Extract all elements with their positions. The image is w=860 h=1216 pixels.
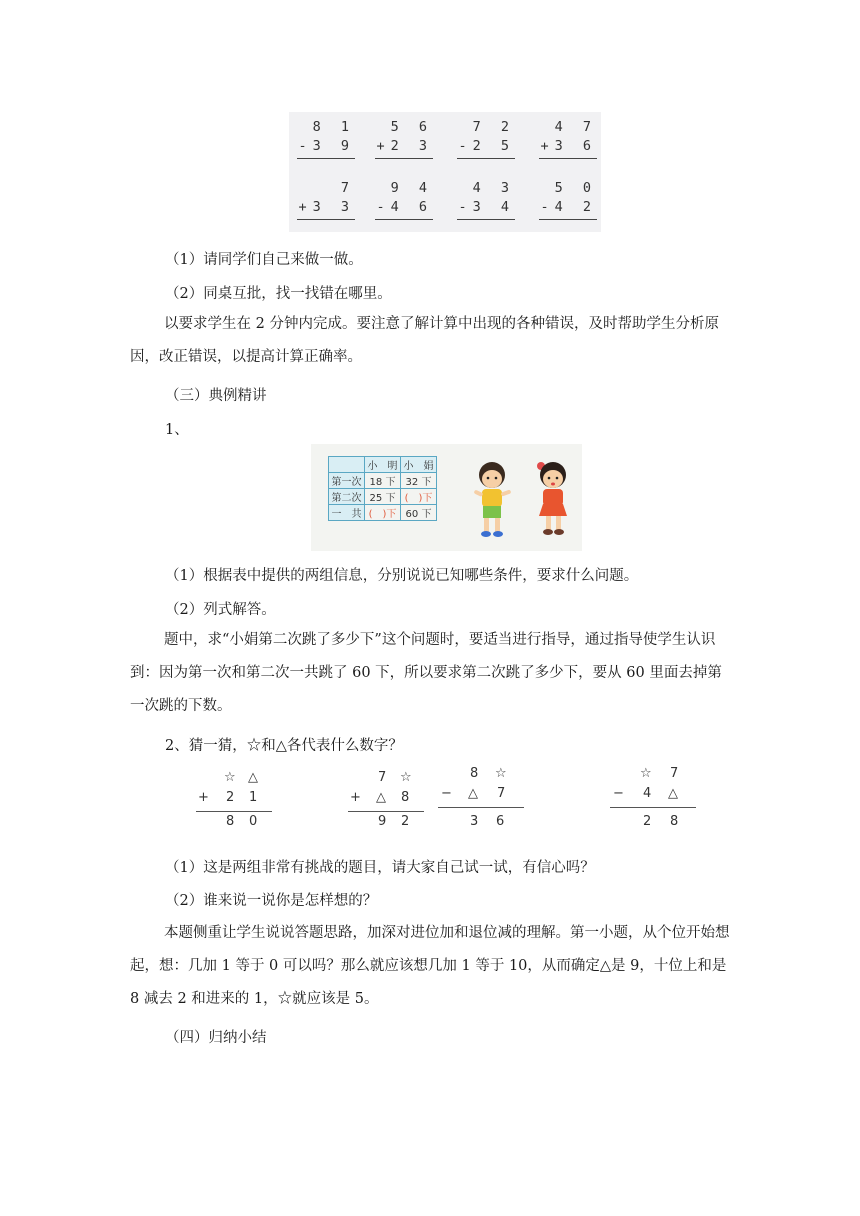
calc-bottom: 3 9	[312, 138, 355, 154]
calc-top: 9 4	[390, 180, 433, 196]
jump-table-image	[311, 444, 582, 551]
guess-puzzle	[610, 766, 696, 834]
digit: 2	[401, 814, 410, 829]
calc-bottom: 3 6	[554, 138, 597, 154]
operator: +	[198, 790, 209, 805]
calc-top: 7	[340, 180, 355, 196]
digit: △	[248, 770, 258, 785]
table-row	[329, 489, 437, 505]
calc-rule	[539, 158, 597, 159]
vertical-calc	[539, 118, 597, 159]
calc-op: -	[376, 199, 391, 215]
table-row	[329, 457, 437, 473]
paragraph: （2）列式解答。	[165, 602, 276, 618]
calc-rule	[610, 807, 696, 808]
item-number: 2、猜一猜，☆和△各代表什么数字？	[165, 738, 403, 754]
calc-bottom: 3 3	[312, 199, 355, 215]
calc-op: +	[298, 199, 313, 215]
vertical-calc	[457, 179, 515, 220]
calc-op: -	[540, 199, 555, 215]
calc-top: 5 6	[390, 119, 433, 135]
guess-puzzle	[196, 770, 272, 834]
digit: 7	[378, 770, 387, 785]
digit: 2	[226, 790, 235, 805]
calc-rule	[457, 158, 515, 159]
calc-top: 8 1	[312, 119, 355, 135]
exercise-image	[289, 112, 601, 232]
vertical-calc	[375, 179, 433, 220]
digit: 2	[643, 814, 652, 829]
calc-rule	[297, 219, 355, 220]
table-row	[329, 473, 437, 489]
digit: ☆	[400, 770, 412, 785]
table-cell: 60 下	[401, 505, 437, 521]
calc-op: +	[376, 138, 391, 154]
jump-table	[328, 456, 437, 521]
calc-rule	[196, 811, 272, 812]
digit: 4	[643, 786, 652, 801]
digit: 0	[249, 814, 258, 829]
digit: 6	[496, 814, 505, 829]
vertical-calc	[457, 118, 515, 159]
vertical-calc	[297, 179, 355, 220]
table-header: 小 明	[365, 457, 401, 473]
digit: △	[376, 790, 386, 805]
calc-op: +	[540, 138, 555, 154]
table-header	[329, 457, 365, 473]
digit: 3	[470, 814, 479, 829]
calc-bottom: 4 6	[390, 199, 433, 215]
paragraph: （1）请同学们自己来做一做。	[165, 252, 363, 268]
calc-top: 4 3	[472, 180, 515, 196]
table-cell: 第一次	[329, 473, 365, 489]
table-row	[329, 505, 437, 521]
table-header: 小 娟	[401, 457, 437, 473]
paragraph: 题中，求“小娟第二次跳了多少下”这个问题时，要适当进行指导，通过指导使学生认识到：因为第一次和第二次一共跳了 60 下，所以要求第二次跳了多少下，要从 60 里面去掉第一次跳的下数。	[130, 632, 722, 714]
digit: ☆	[224, 770, 236, 785]
digit: 8	[226, 814, 235, 829]
vertical-calc	[539, 179, 597, 220]
paragraph: （2）同桌互批，找一找错在哪里。	[165, 286, 392, 302]
table-cell: 一 共	[329, 505, 365, 521]
calc-op: -	[298, 138, 313, 154]
table-cell: 第二次	[329, 489, 365, 505]
calc-rule	[438, 807, 524, 808]
digit: 1	[249, 790, 258, 805]
calc-rule	[375, 219, 433, 220]
table-cell: 32 下	[401, 473, 437, 489]
paragraph: （1）这是两组非常有挑战的题目，请大家自己试一试，有信心吗？	[165, 860, 595, 876]
paragraph: （2）谁来说一说你是怎样想的？	[165, 893, 378, 909]
calc-rule	[457, 219, 515, 220]
digit: △	[668, 786, 678, 801]
digit: 9	[378, 814, 387, 829]
calc-rule	[348, 811, 424, 812]
digit: 8	[470, 766, 479, 781]
calc-rule	[375, 158, 433, 159]
calc-op: -	[458, 199, 473, 215]
vertical-calc	[375, 118, 433, 159]
calc-top: 4 7	[554, 119, 597, 135]
paragraph: 以要求学生在 2 分钟内完成。要注意了解计算中出现的各种错误，及时帮助学生分析原因，改正错误，以提高计算正确率。	[130, 316, 719, 365]
table-cell: ( )下	[401, 489, 437, 505]
item-number: 1、	[165, 422, 189, 438]
table-cell: ( )下	[365, 505, 401, 521]
guess-puzzle	[348, 770, 424, 834]
boy-illustration	[469, 458, 515, 540]
digit: ☆	[640, 766, 652, 781]
digit: 8	[401, 790, 410, 805]
digit: 7	[670, 766, 679, 781]
digit: ☆	[495, 766, 507, 781]
digit: 8	[670, 814, 679, 829]
calc-bottom: 4 2	[554, 199, 597, 215]
section-heading: （三）典例精讲	[165, 388, 267, 404]
operator: −	[441, 786, 452, 801]
table-cell: 25 下	[365, 489, 401, 505]
operator: +	[350, 790, 361, 805]
calc-bottom: 2 5	[472, 138, 515, 154]
calc-bottom: 3 4	[472, 199, 515, 215]
digit: △	[468, 786, 478, 801]
calc-top: 5 0	[554, 180, 597, 196]
calc-bottom: 2 3	[390, 138, 433, 154]
girl-illustration	[531, 458, 575, 540]
vertical-calc	[297, 118, 355, 159]
calc-op: -	[458, 138, 473, 154]
paragraph: 本题侧重让学生说说答题思路，加深对进位加和退位减的理解。第一小题，从个位开始想起，想：几加 1 等于 0 可以吗？那么就应该想几加 1 等于 10，从而确定△是 9，十位上和是 8 减去 2 和进来的 1，☆就应该是 5。	[130, 925, 730, 1007]
section-heading: （四）归纳小结	[165, 1030, 267, 1046]
calc-rule	[539, 219, 597, 220]
paragraph: （1）根据表中提供的两组信息，分别说说已知哪些条件，要求什么问题。	[165, 568, 639, 584]
calc-rule	[297, 158, 355, 159]
table-cell: 18 下	[365, 473, 401, 489]
calc-top: 7 2	[472, 119, 515, 135]
operator: −	[613, 786, 624, 801]
guess-puzzle	[438, 766, 524, 834]
digit: 7	[497, 786, 506, 801]
